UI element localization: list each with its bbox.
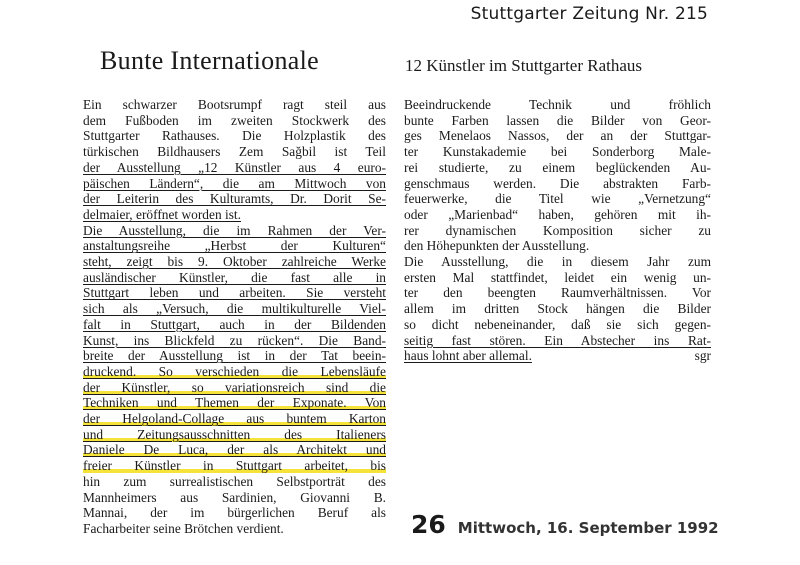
text-line: rei studierte, zu einem beglückenden Au-	[404, 159, 711, 175]
text-line: der Leiterin des Kulturamts, Dr. Dorit Se-	[83, 191, 386, 207]
text-line: der Ausstellung „12 Künstler aus 4 euro-	[83, 159, 386, 175]
text-line: steht, zeigt bis 9. Oktober zahlreiche Werke	[83, 254, 386, 270]
masthead: Stuttgarter Zeitung Nr. 215	[470, 4, 708, 24]
text-line: hin zum surrealistischen Selbstporträt des	[83, 473, 386, 489]
text-line-highlighted: und Zeitungsausschnitten des Italieners	[83, 426, 386, 442]
text-line: delmaier, eröffnet worden ist.	[83, 206, 241, 222]
text-line: breite der Ausstellung ist in der Tat beein-	[83, 348, 386, 364]
text-line: feuerwerke, die Titel wie „Vernetzung“	[404, 191, 711, 207]
text-line: falt in Stuttgart, auch in der Bildenden	[83, 316, 386, 332]
text-line: so dicht nebeneinander, daß sie sich gegen-	[404, 316, 711, 332]
text-line: türkischen Bildhausers Zem Sağbil ist Teil	[83, 144, 386, 160]
text-line-highlighted: freier Künstler in Stuttgart arbeitet, bis	[83, 458, 386, 474]
text-line: Beeindruckende Technik und fröhlich	[404, 97, 711, 112]
author-signature: sgr	[694, 348, 711, 364]
article-column-1	[83, 97, 386, 537]
text-line: bunte Farben lassen die Bilder von Geor-	[404, 112, 711, 128]
text-line: sich als „Versuch, die multikulturelle Viel-	[83, 301, 386, 317]
publication-date: Mittwoch, 16. September 1992	[457, 519, 719, 537]
text-line: dem Fußboden im zweiten Stockwerk des	[83, 112, 386, 128]
text-line: Facharbeiter seine Brötchen verdient.	[83, 520, 284, 536]
text-line-highlighted: Daniele De Luca, der als Architekt und	[83, 442, 386, 458]
text-line: ges Menelaos Nassos, der an der Stuttgar-	[404, 128, 711, 144]
text-line: Kunst, ins Blickfeld zu rücken“. Die Band-	[83, 332, 386, 348]
text-line: Die Ausstellung, die im Rahmen der Ver-	[83, 222, 386, 238]
text-line-highlighted: der Künstler, so variationsreich sind die	[83, 379, 386, 395]
article-column-2	[404, 97, 711, 364]
last-line-with-signature	[404, 348, 711, 364]
text-line-highlighted: der Helgoland-Collage aus buntem Karton	[83, 411, 386, 427]
page-number: 26	[411, 510, 446, 539]
text-line: päischen Ländern“, die am Mittwoch von	[83, 175, 386, 191]
text-line: haus lohnt aber allemal.	[404, 348, 532, 364]
text-line: seitig fast stören. Ein Abstecher ins Rat-	[404, 332, 711, 348]
headline: Bunte Internationale	[100, 46, 319, 75]
text-line: Stuttgarter Rathauses. Die Holzplastik des	[83, 128, 386, 144]
text-line: den Höhepunkten der Ausstellung.	[404, 238, 590, 254]
text-line: anstaltungsreihe „Herbst der Kulturen“	[83, 238, 386, 254]
text-line-highlighted: druckend. So verschieden die Lebensläufe	[83, 363, 386, 379]
text-line: Ein schwarzer Bootsrumpf ragt steil aus	[83, 97, 386, 112]
text-line: Stuttgart leben und arbeiten. Sie versteht	[83, 285, 386, 301]
text-line: oder „Marienbad“ haben, gehören mit ih-	[404, 206, 711, 222]
subheadline: 12 Künstler im Stuttgarter Rathaus	[405, 56, 643, 75]
text-line: allem im dritten Stock hängen die Bilder	[404, 301, 711, 317]
text-line: Mannai, der im bürgerlichen Beruf als	[83, 505, 386, 521]
text-line: rer dynamischen Komposition sicher zu	[404, 222, 711, 238]
text-line: ter den beengten Raumverhältnissen. Vor	[404, 285, 711, 301]
text-line: ter Kunstakademie bei Sonderborg Male-	[404, 144, 711, 160]
text-line-highlighted: Techniken und Themen der Exponate. Von	[83, 395, 386, 411]
page-footer	[411, 510, 719, 539]
text-line: genschmaus werden. Die abstrakten Farb-	[404, 175, 711, 191]
text-line: ausländischer Künstler, die fast alle in	[83, 269, 386, 285]
text-line: Die Ausstellung, die in diesem Jahr zum	[404, 254, 711, 270]
text-line: ersten Mal stattfindet, leidet ein wenig un-	[404, 269, 711, 285]
text-line: Mannheimers aus Sardinien, Giovanni B.	[83, 489, 386, 505]
